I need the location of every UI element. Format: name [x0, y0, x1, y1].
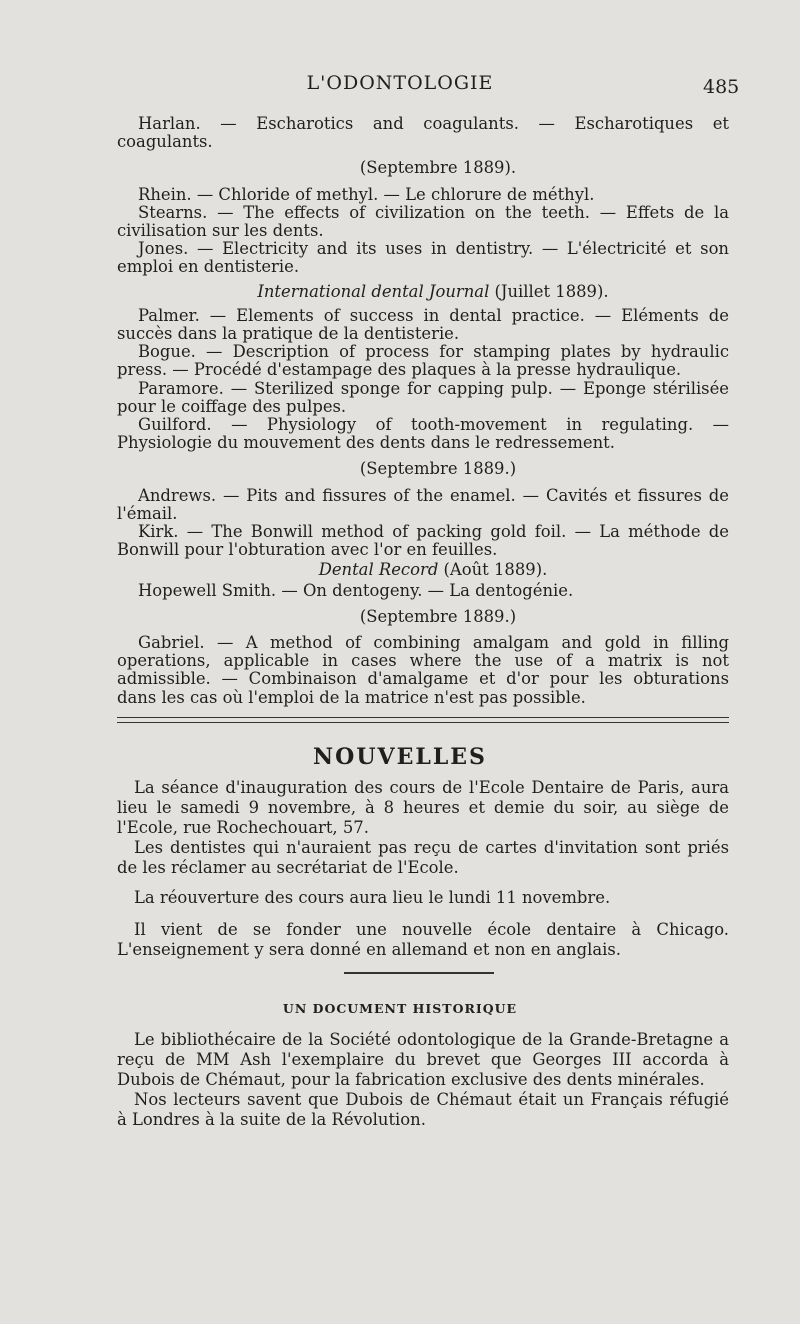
- historic-paragraph: Nos lecteurs savent que Dubois de Chémaut était un Français réfugié à Londres à la suite de la Révolution.: [117, 1090, 729, 1129]
- news-paragraph: Il vient de se fonder une nouvelle école dentaire à Chicago. L'enseignement y sera donné en allemand et non en anglais.: [117, 920, 729, 959]
- sub-heading-document-historique: UN DOCUMENT HISTORIQUE: [282, 1001, 518, 1016]
- running-title: L'ODONTOLOGIE: [306, 72, 494, 94]
- date-heading: (Septembre 1889.): [359, 459, 517, 479]
- journal-date: (Août 1889).: [443, 560, 548, 580]
- journal-date: (Juillet 1889).: [494, 281, 609, 301]
- historic-paragraph: Le bibliothécaire de la Société odontologique de la Grande-Bretagne a reçu de MM Ash l'exemplaire du brevet que Georges III accorda à Dubois de Chémaut, pour la fabrication exclusive des dents minérales.: [117, 1030, 729, 1089]
- journal-heading: [117, 283, 729, 301]
- date-heading: (Septembre 1889.): [359, 606, 517, 626]
- double-rule-divider: [117, 717, 729, 723]
- bib-entry-harlan: Harlan. — Escharotics and coagulants. — Escharotiques et coagulants.: [117, 114, 729, 152]
- section-heading-nouvelles: NOUVELLES: [313, 744, 487, 770]
- bib-entry-palmer: Palmer. — Elements of success in dental practice. — Eléments de succès dans la pratique de la dentisterie.: [117, 305, 729, 344]
- bib-entry-bogue: Bogue. — Description of process for stamping plates by hydraulic press. — Procédé d'estampage des plaques à la presse hydraulique.: [117, 342, 729, 380]
- bib-entry-jones: Jones. — Electricity and its uses in dentistry. — L'électricité et son emploi en dentisterie.: [117, 239, 729, 277]
- short-rule-divider: [344, 972, 494, 974]
- bib-entry-kirk: Kirk. — The Bonwill method of packing gold foil. — La méthode de Bonwill pour l'obturation avec l'or en feuilles.: [117, 522, 729, 560]
- news-section: [117, 778, 729, 960]
- bibliography-column: [117, 115, 729, 707]
- bib-entry-guilford: Guilford. — Physiology of tooth-movement in regulating. — Physiologie du mouvement des dents dans le redressement.: [117, 415, 729, 453]
- journal-title: Dental Record: [318, 560, 439, 580]
- bib-entry-stearns: Stearns. — The effects of civilization on the teeth. — Effets de la civilisation sur les dents.: [117, 202, 729, 241]
- journal-heading: [117, 561, 729, 579]
- historic-section: [117, 1030, 729, 1130]
- bib-entry-gabriel: Gabriel. — A method of combining amalgam and gold in filling operations, applicable in cases where the use of a matrix is not admissible. — Combinaison d'amalgame et d'or pour les obturations dans les cas où l'emploi de la matrice n'est pas possible.: [117, 633, 729, 707]
- news-paragraph: La réouverture des cours aura lieu le lundi 11 novembre.: [134, 888, 611, 907]
- bib-entry-hopewell-smith: Hopewell Smith. — On dentogeny. — La dentogénie.: [138, 580, 574, 600]
- news-paragraph: Les dentistes qui n'auraient pas reçu de cartes d'invitation sont priés de les réclamer au secrétariat de l'Ecole.: [117, 838, 729, 877]
- date-heading: (Septembre 1889).: [359, 158, 517, 178]
- page-number: 485: [703, 76, 740, 98]
- bib-entry-rhein: Rhein. — Chloride of methyl. — Le chlorure de méthyl.: [138, 184, 595, 204]
- news-paragraph: La séance d'inauguration des cours de l'Ecole Dentaire de Paris, aura lieu le samedi 9 novembre, à 8 heures et demie du soir, au siège de l'Ecole, rue Rochechouart, 57.: [117, 778, 729, 837]
- journal-title: International dental Journal: [257, 281, 490, 301]
- bib-entry-paramore: Paramore. — Sterilized sponge for capping pulp. — Eponge stérilisée pour le coiffage des pulpes.: [117, 378, 729, 416]
- bib-entry-andrews: Andrews. — Pits and fissures of the enamel. — Cavités et fissures de l'émail.: [117, 485, 729, 523]
